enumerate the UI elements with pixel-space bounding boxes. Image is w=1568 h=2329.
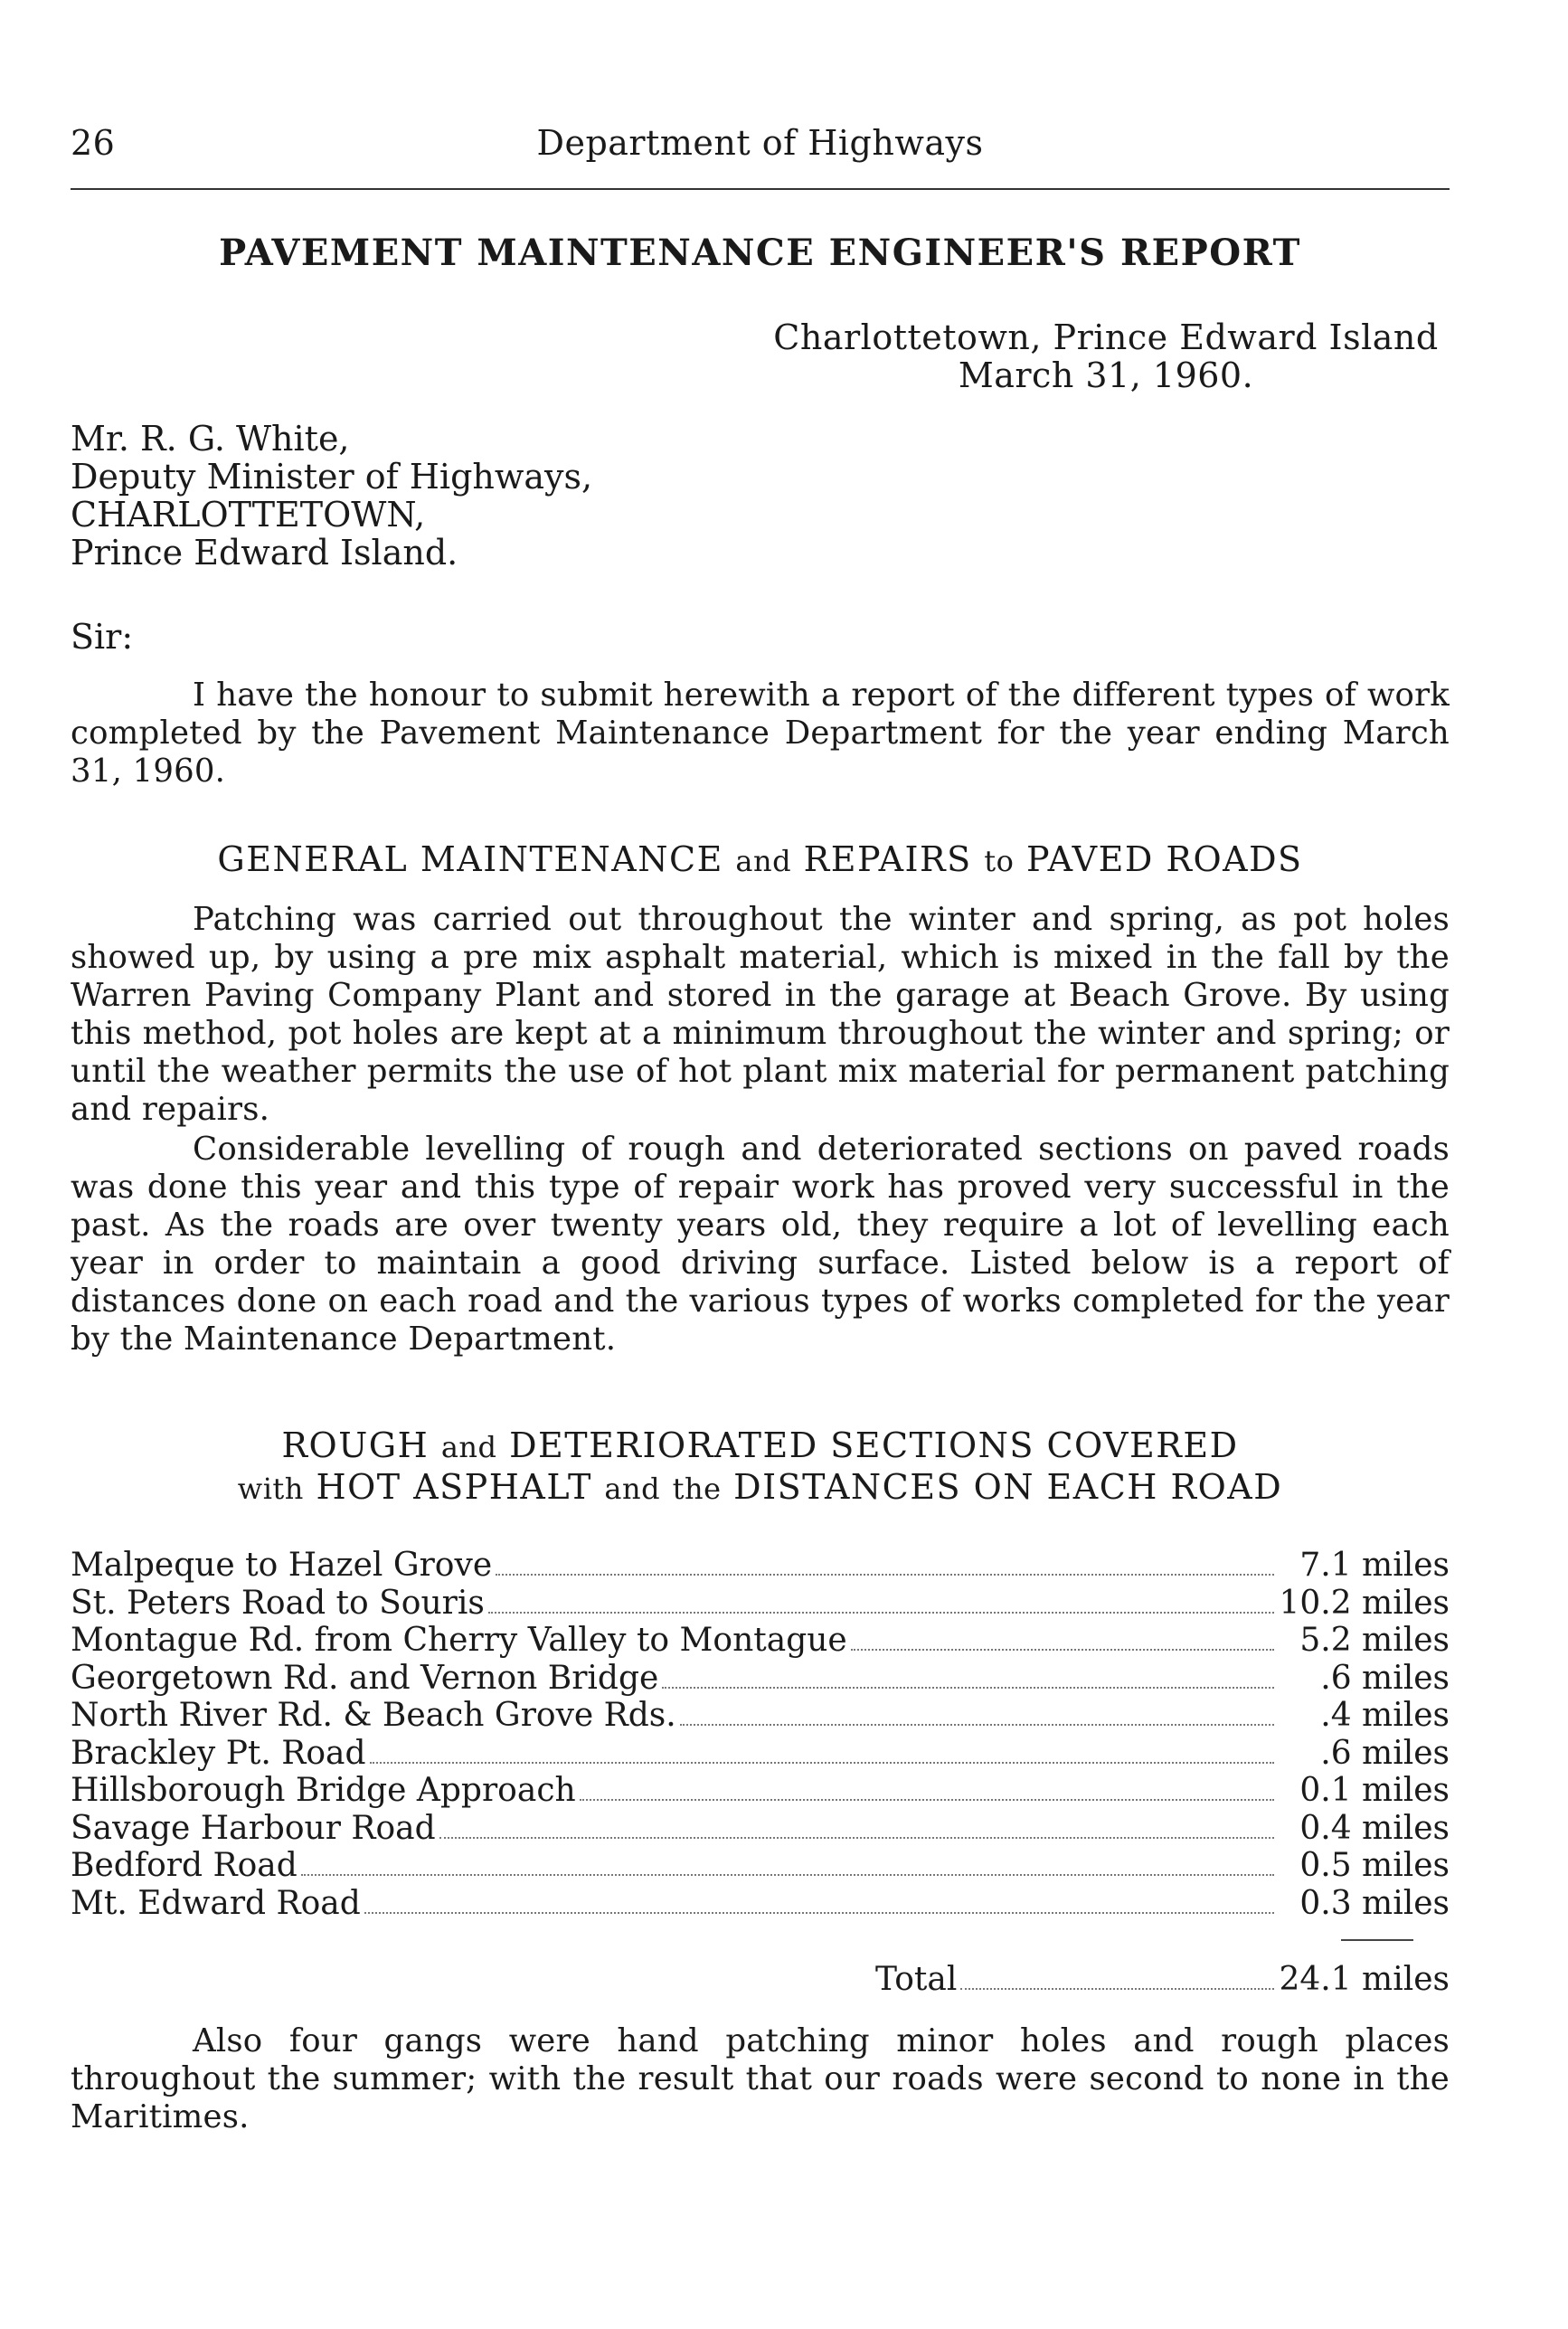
heading-part: PAVED ROADS: [1026, 839, 1303, 879]
road-distance: .4 miles: [1320, 1697, 1450, 1734]
closing-paragraph: Also four gangs were hand patching minor holes and rough places throughout the summer; with the result that our roads were second to none in the Maritimes.: [71, 2022, 1450, 2135]
road-distance: 7.1 miles: [1299, 1547, 1450, 1584]
section-heading-rough-sections: [71, 1425, 1450, 1509]
total-row: [875, 1961, 1450, 1998]
road-distance: 0.1 miles: [1299, 1772, 1450, 1809]
road-distance: 0.3 miles: [1299, 1884, 1450, 1922]
list-item: [71, 1660, 1450, 1698]
road-distance: .6 miles: [1320, 1734, 1450, 1772]
list-item: [71, 1772, 1450, 1810]
list-item: [71, 1547, 1450, 1585]
page-number: 26: [71, 123, 116, 163]
leader-dots: [680, 1724, 1274, 1726]
list-item: [71, 1697, 1450, 1735]
heading-line-2: [71, 1467, 1450, 1509]
heading-part: DETERIORATED SECTIONS COVERED: [509, 1425, 1239, 1465]
road-distance: 5.2 miles: [1299, 1622, 1450, 1659]
road-name: St. Peters Road to Souris: [71, 1584, 485, 1622]
running-title: Department of Highways: [536, 123, 984, 163]
section-heading-general-maintenance: [71, 839, 1450, 881]
patching-paragraph: Patching was carried out throughout the winter and spring, as pot holes showed up, by using a pre mix asphalt material, which is mixed in the fall by the Warren Paving Company Plant and stored in the garage at Beach Grove. By using this method, pot holes are kept at a minimum throughout the winter and spring; or until the weather permits the use of hot plant mix material for permanent patching and repairs.: [71, 901, 1450, 1128]
leader-dots: [580, 1799, 1274, 1801]
road-name: Bedford Road: [71, 1847, 298, 1884]
leader-dots: [662, 1687, 1274, 1689]
road-name: Mt. Edward Road: [71, 1884, 361, 1922]
leader-dots: [488, 1612, 1274, 1614]
leader-dots: [851, 1649, 1274, 1651]
leader-dots: [439, 1837, 1274, 1839]
total-label: Total: [875, 1961, 958, 1998]
leader-dots: [301, 1874, 1274, 1876]
list-item: [71, 1735, 1450, 1773]
recipient-address: [71, 420, 704, 572]
road-distance: 10.2 miles: [1279, 1584, 1450, 1622]
list-item: [71, 1585, 1450, 1623]
heading-part: ROUGH: [281, 1425, 430, 1465]
dateline: [762, 318, 1450, 394]
road-distance: 0.4 miles: [1299, 1809, 1450, 1847]
list-item: [71, 1810, 1450, 1848]
header-rule: [71, 188, 1450, 190]
intro-paragraph: I have the honour to submit herewith a report of the different types of work completed by the Pavement Maintenance Department for the year ending March 31, 1960.: [71, 677, 1450, 790]
address-line: Mr. R. G. White,: [71, 419, 350, 459]
road-name: Brackley Pt. Road: [71, 1734, 366, 1772]
heading-part: GENERAL MAINTENANCE: [217, 839, 723, 879]
salutation: Sir:: [71, 617, 134, 657]
heading-part: and: [440, 1430, 497, 1464]
levelling-paragraph: Considerable levelling of rough and deteriorated sections on paved roads was done this year and this type of repair work has proved very successful in the past. As the roads are over twenty years old, they require a lot of levelling each year in order to maintain a good driving surface. Listed below is a report of distances done on each road and the various types of works completed for the year by the Maintenance Department.: [71, 1131, 1450, 1358]
heading-part: to: [984, 844, 1015, 878]
road-name: Savage Harbour Road: [71, 1809, 436, 1847]
list-item: [71, 1622, 1450, 1660]
leader-dots: [364, 1912, 1274, 1914]
road-name: Georgetown Rd. and Vernon Bridge: [71, 1659, 659, 1697]
heading-part: HOT ASPHALT: [316, 1467, 592, 1507]
report-title: PAVEMENT MAINTENANCE ENGINEER'S REPORT: [219, 232, 1301, 274]
heading-part: the: [672, 1472, 722, 1506]
dateline-place: Charlottetown, Prince Edward Island: [773, 317, 1439, 357]
leader-dots: [960, 1988, 1274, 1990]
road-name: North River Rd. & Beach Grove Rds.: [71, 1697, 676, 1734]
list-item: [71, 1885, 1450, 1923]
road-name: Malpeque to Hazel Grove: [71, 1547, 493, 1584]
list-item: [71, 1847, 1450, 1885]
total-rule: [1341, 1939, 1413, 1941]
dateline-date: March 31, 1960.: [958, 355, 1254, 395]
road-distance: 0.5 miles: [1299, 1847, 1450, 1884]
leader-dots: [370, 1762, 1274, 1764]
running-header: [71, 123, 1450, 170]
road-distance: .6 miles: [1320, 1659, 1450, 1697]
heading-part: with: [237, 1472, 304, 1506]
heading-part: REPAIRS: [803, 839, 972, 879]
heading-part: and: [604, 1472, 661, 1506]
total-distance: 24.1 miles: [1279, 1961, 1450, 1998]
road-name: Montague Rd. from Cherry Valley to Montague: [71, 1622, 847, 1659]
heading-part: DISTANCES ON EACH ROAD: [733, 1467, 1283, 1507]
distance-list: [71, 1547, 1450, 1922]
address-line: Prince Edward Island.: [71, 533, 458, 573]
road-name: Hillsborough Bridge Approach: [71, 1772, 576, 1809]
address-line: CHARLOTTETOWN,: [71, 495, 426, 535]
leader-dots: [496, 1574, 1274, 1576]
heading-line-1: [71, 1425, 1450, 1467]
document-page: [71, 0, 1450, 2329]
address-line: Deputy Minister of Highways,: [71, 457, 593, 497]
heading-part: and: [735, 844, 792, 878]
